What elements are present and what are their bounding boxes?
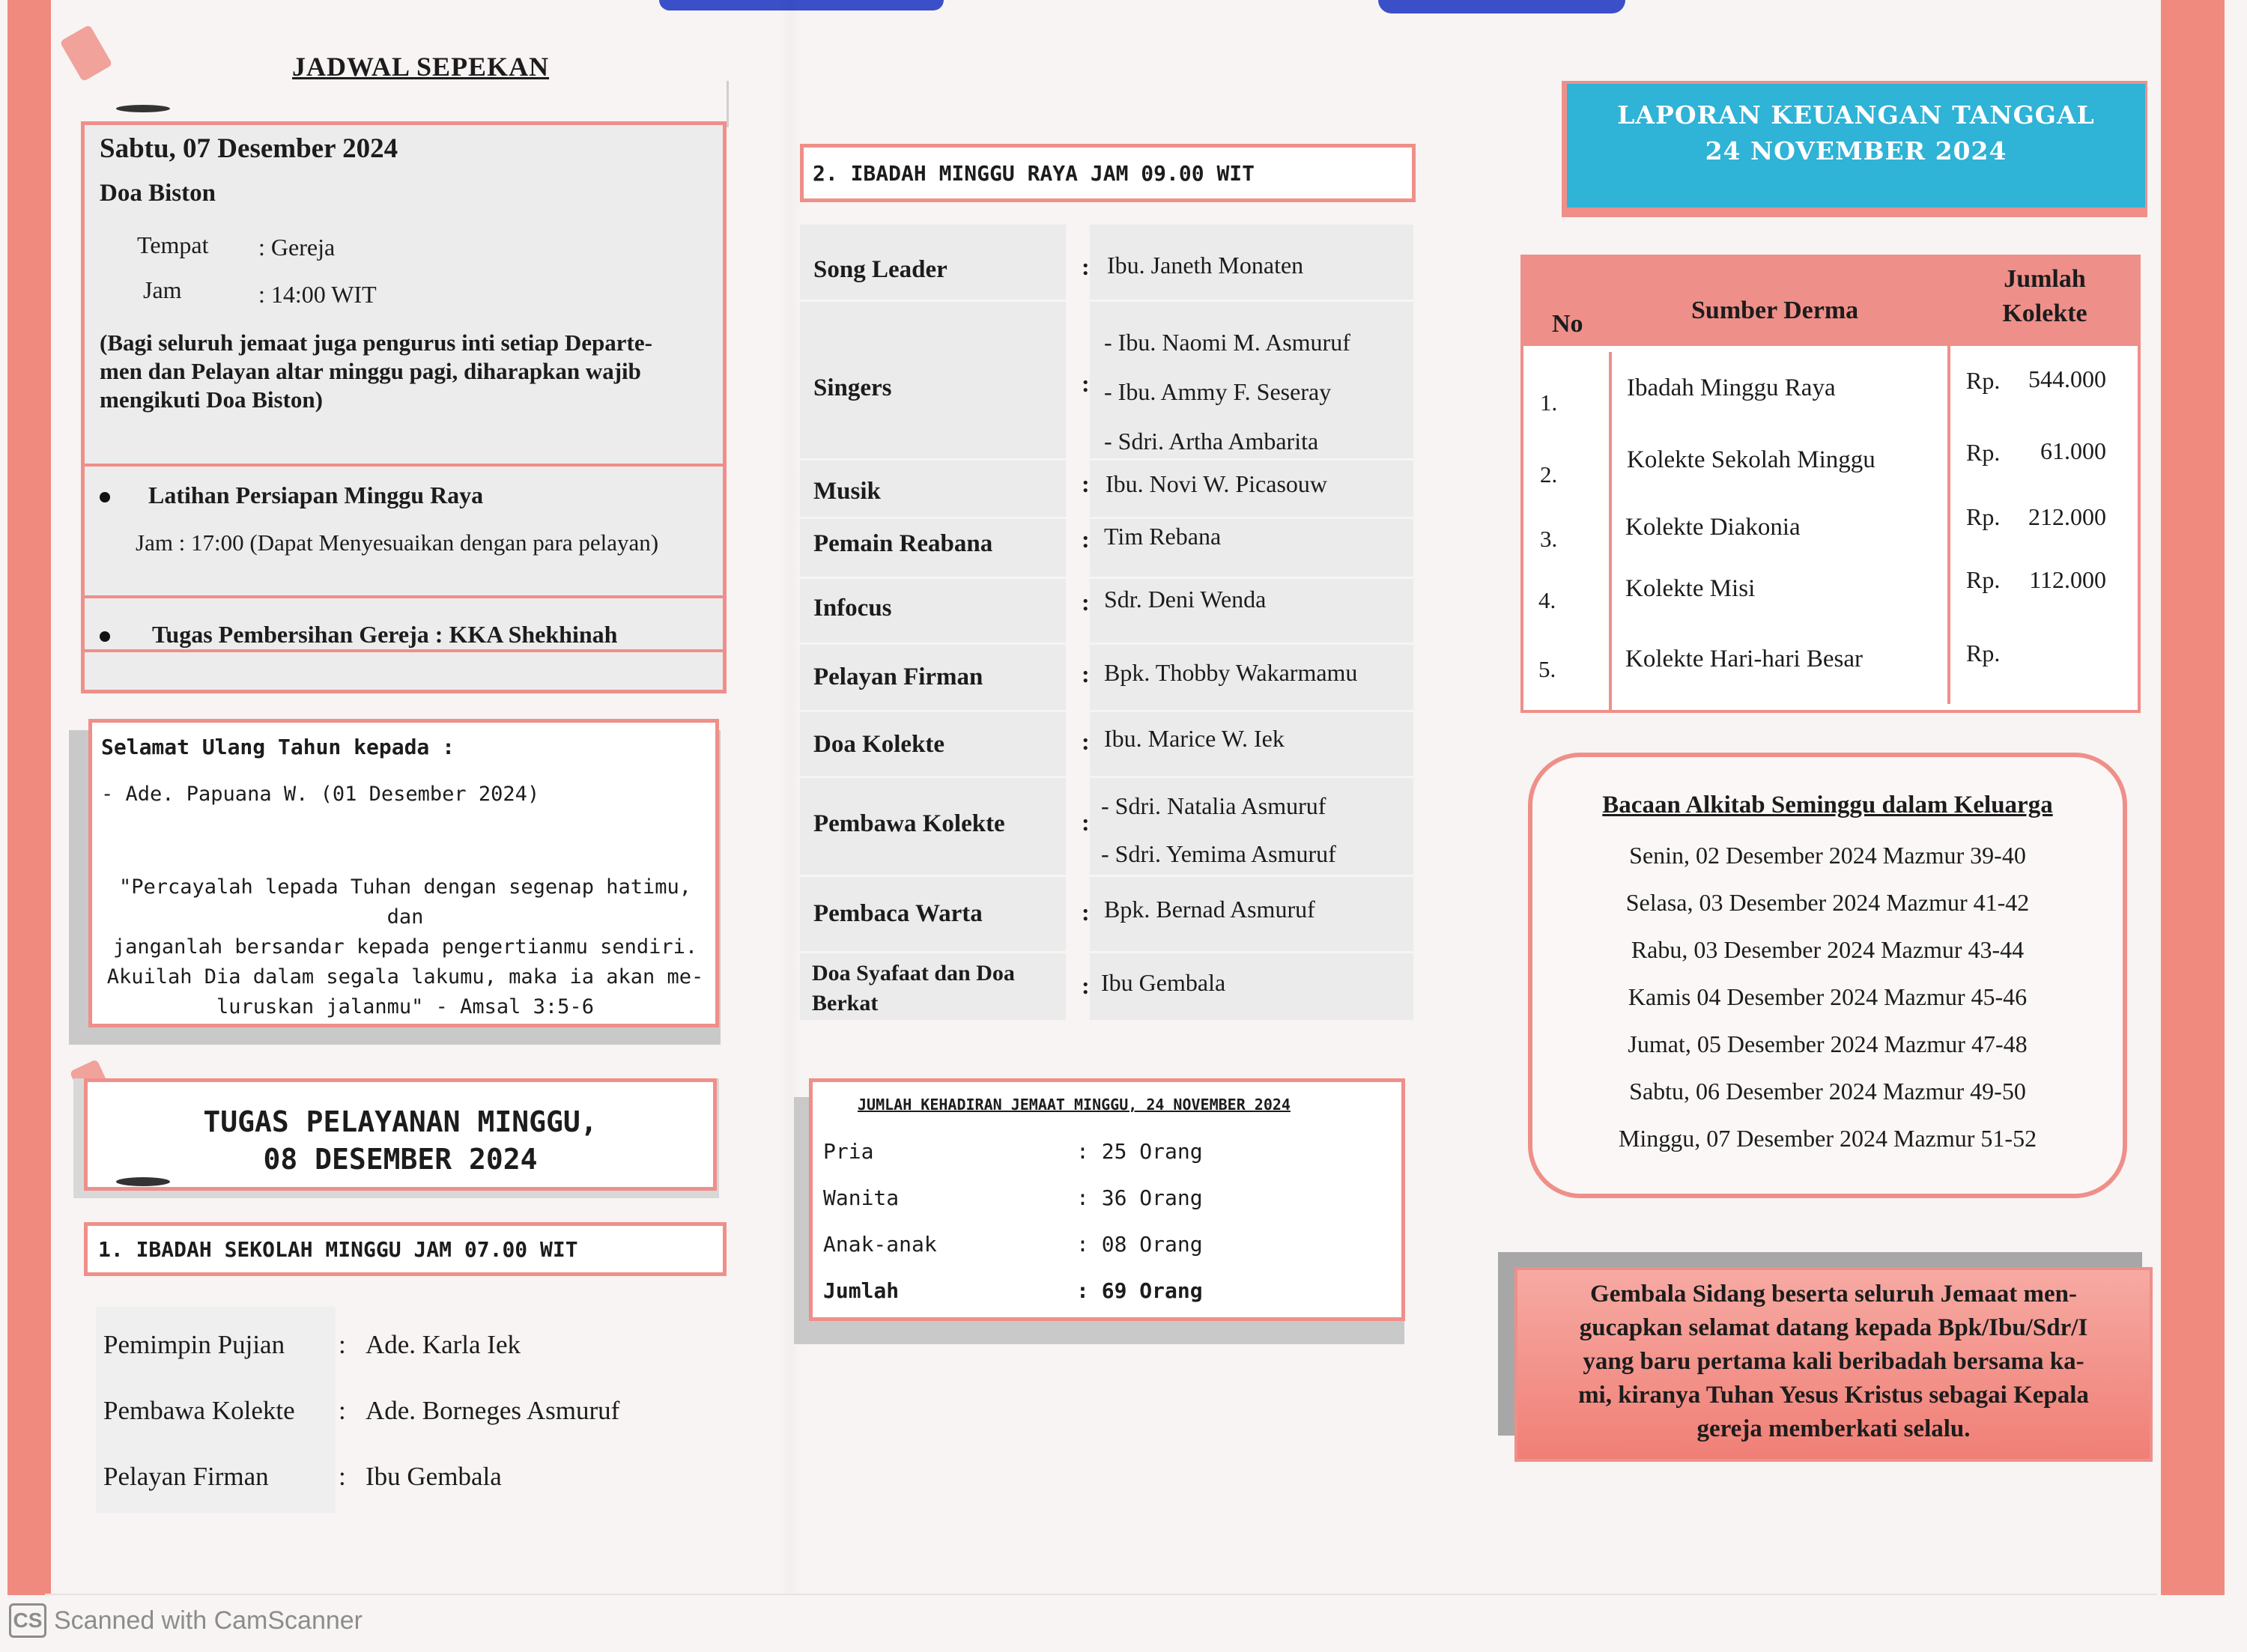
gembala-line: yang baru pertama kali beribadah bersama ka- <box>1583 1348 2084 1375</box>
imr-colon: : <box>1082 470 1090 497</box>
verse-line-4: luruskan jalanmu" - Amsal 3:5-6 <box>216 995 594 1018</box>
gembala-text <box>1528 1278 2139 1446</box>
kehadiran-label: Wanita <box>823 1185 900 1210</box>
ism-values <box>366 1312 619 1510</box>
kehadiran-value: : 36 Orang <box>1076 1185 1203 1210</box>
header-no: No <box>1552 310 1583 338</box>
ism-label: Pembawa Kolekte <box>103 1396 295 1425</box>
pembawa-kolekte-1: - Sdri. Natalia Asmuruf <box>1101 792 1326 819</box>
tugas-title <box>88 1103 713 1178</box>
imr-row-divider <box>800 951 1414 953</box>
imr-value-doa-syafaat: Ibu Gembala <box>1101 969 1226 996</box>
imr-label-musik: Musik <box>813 478 881 505</box>
header-jumlah-line-2: Kolekte <box>2002 300 2087 327</box>
jadwal-divider-3 <box>85 649 723 652</box>
ism-colon: : <box>339 1462 346 1491</box>
imr-colon: : <box>1082 899 1090 926</box>
right-page-edge <box>2161 0 2225 1595</box>
imr-label-pelayan-firman: Pelayan Firman <box>813 663 983 690</box>
kehadiran-value: : 08 Orang <box>1076 1232 1203 1257</box>
imr-label-infocus: Infocus <box>813 595 892 622</box>
imr-value-doa-kolekte: Ibu. Marice W. Iek <box>1104 725 1285 752</box>
gembala-line: gereja memberkati selalu. <box>1696 1415 1971 1442</box>
row-sumber: Kolekte Hari-hari Besar <box>1625 646 1864 672</box>
note-line-3: mengikuti Doa Biston) <box>100 386 323 413</box>
imr-value-pembawa-kolekte <box>1101 782 1336 878</box>
laporan-title-line-2: 24 NOVEMBER 2024 <box>1705 136 2007 165</box>
jadwal-date: Sabtu, 07 Desember 2024 <box>100 133 398 164</box>
ultah-person: - Ade. Papuana W. (01 Desember 2024) <box>101 783 540 806</box>
singer-2: - Ibu. Ammy F. Seseray <box>1104 378 1332 405</box>
imr-row-divider <box>800 776 1414 778</box>
bullet-icon <box>100 492 110 502</box>
jam-value: : 14:00 WIT <box>258 281 377 308</box>
header-jumlah-line-1: Jumlah <box>2004 265 2086 293</box>
bacaan-item: Kamis 04 Desember 2024 Mazmur 45-46 <box>1628 983 2028 1010</box>
bacaan-list <box>1532 832 2123 1162</box>
tugas-title-line-2: 08 DESEMBER 2024 <box>263 1143 538 1176</box>
jadwal-event: Doa Biston <box>100 180 216 207</box>
top-blue-arc-right <box>1378 0 1625 13</box>
imr-value-infocus: Sdr. Deni Wenda <box>1104 586 1267 613</box>
row-no: 4. <box>1538 587 1556 613</box>
imr-label-pemain-rebana: Pemain Reabana <box>813 530 993 557</box>
row-no: 5. <box>1538 656 1556 682</box>
kehadiran-panel <box>809 1078 1405 1321</box>
tugas-pembersihan: Tugas Pembersihan Gereja : KKA Shekhinah <box>152 621 618 648</box>
camscanner-logo-icon: CS <box>9 1603 46 1638</box>
row-no: 3. <box>1540 526 1558 552</box>
row-amount: 112.000 <box>2029 566 2106 593</box>
ism-label: Pelayan Firman <box>103 1462 269 1491</box>
imr-value-song-leader: Ibu. Janeth Monaten <box>1107 252 1304 279</box>
ultah-title: Selamat Ulang Tahun kepada : <box>101 735 455 759</box>
bacaan-item: Minggu, 07 Desember 2024 Mazmur 51-52 <box>1618 1125 2037 1152</box>
imr-value-pembaca-warta: Bpk. Bernad Asmuruf <box>1104 896 1315 923</box>
row-no: 1. <box>1540 389 1558 416</box>
bacaan-item: Selasa, 03 Desember 2024 Mazmur 41-42 <box>1625 889 2030 916</box>
pin-shadow <box>116 1177 170 1186</box>
imr-colon: : <box>1082 526 1090 553</box>
imr-colon: : <box>1082 972 1090 999</box>
bullet-icon <box>100 631 110 642</box>
row-rp: Rp. <box>1966 640 2001 666</box>
verse-line-2: janganlah bersandar kepada pengertianmu sendiri. <box>112 935 698 959</box>
singer-3: - Sdri. Artha Ambarita <box>1104 428 1319 455</box>
header-sumber: Sumber Derma <box>1691 297 1859 324</box>
ism-labels <box>103 1312 295 1510</box>
imr-label-singers: Singers <box>813 374 892 401</box>
row-sumber: Kolekte Misi <box>1625 575 1756 602</box>
kehadiran-labels <box>823 1129 937 1314</box>
note-line-2: men dan Pelayan altar minggu pagi, diharapkan wajib <box>100 358 641 384</box>
verse-line-3: Akuilah Dia dalam segala lakumu, maka ia akan me- <box>106 965 704 989</box>
jadwal-divider-1 <box>85 464 723 467</box>
bacaan-title: Bacaan Alkitab Seminggu dalam Keluarga <box>1602 792 2053 819</box>
row-rp: Rp. <box>1966 439 2001 466</box>
row-rp: Rp. <box>1966 566 2001 593</box>
note-line-1: (Bagi seluruh jemaat juga pengurus inti setiap Departe- <box>100 330 652 356</box>
ism-label: Pemimpin Pujian <box>103 1330 285 1359</box>
gembala-line: mi, kiranya Tuhan Yesus Kristus sebagai Kepala <box>1578 1382 2089 1409</box>
imr-colon: : <box>1082 253 1090 280</box>
imr-row-divider <box>800 577 1414 579</box>
imr-value-pelayan-firman: Bpk. Thobby Wakarmamu <box>1104 659 1358 686</box>
row-rp: Rp. <box>1966 367 2001 394</box>
table-col-divider <box>1947 346 1950 704</box>
kehadiran-label-total: Jumlah <box>823 1278 900 1303</box>
jadwal-divider-2 <box>85 595 723 598</box>
imr-row-divider <box>800 643 1414 645</box>
row-rp: Rp. <box>1966 503 2001 530</box>
ulang-tahun-panel <box>88 719 719 1027</box>
top-blue-arc-left <box>659 0 944 10</box>
ism-colon: : <box>339 1396 346 1425</box>
header-jumlah <box>1970 262 2120 331</box>
tugas-title-line-1: TUGAS PELAYANAN MINGGU, <box>203 1105 598 1138</box>
tempat-label: Tempat <box>137 231 209 258</box>
ism-title: 1. IBADAH SEKOLAH MINGGU JAM 07.00 WIT <box>98 1237 578 1262</box>
jadwal-title: JADWAL SEPEKAN <box>292 52 550 82</box>
ism-value: Ade. Borneges Asmuruf <box>366 1396 620 1425</box>
ism-colon: : <box>339 1330 346 1359</box>
gembala-welcome-panel <box>1514 1267 2153 1462</box>
imr-value-pemain-rebana: Tim Rebana <box>1104 523 1222 550</box>
imr-label-song-leader: Song Leader <box>813 256 947 283</box>
laporan-title-line-1: LAPORAN KEUANGAN TANGGAL <box>1617 100 2095 130</box>
kehadiran-value-total: : 69 Orang <box>1076 1278 1203 1303</box>
pembawa-kolekte-2: - Sdri. Yemima Asmuruf <box>1101 840 1336 867</box>
kehadiran-label: Anak-anak <box>823 1232 937 1257</box>
row-sumber: Kolekte Sekolah Minggu <box>1627 446 1875 473</box>
kehadiran-label: Pria <box>823 1139 874 1164</box>
tugas-pelayanan-panel <box>84 1078 717 1191</box>
kehadiran-title: JUMLAH KEHADIRAN JEMAAT MINGGU, 24 NOVEMBER 2024 <box>858 1096 1291 1114</box>
imr-row-divider <box>800 517 1414 519</box>
latihan-title: Latihan Persiapan Minggu Raya <box>148 482 484 508</box>
ism-colons <box>339 1312 346 1510</box>
imr-colon: : <box>1082 809 1090 836</box>
imr-colon: : <box>1082 661 1090 687</box>
table-col-divider <box>1609 352 1612 710</box>
camscanner-watermark <box>9 1603 363 1639</box>
imr-label-doa-syafaat <box>812 959 1015 1018</box>
gembala-line: Gembala Sidang beserta seluruh Jemaat men- <box>1590 1281 2077 1308</box>
jadwal-note <box>100 329 652 414</box>
bacaan-alkitab-panel <box>1528 753 2127 1198</box>
imr-colon: : <box>1082 589 1090 616</box>
ultah-verse <box>98 872 712 1022</box>
doa-syafaat-line-1: Doa Syafaat dan Doa <box>812 961 1015 986</box>
ism-value: Ade. Karla Iek <box>366 1330 521 1359</box>
latihan-jam: Jam : 17:00 (Dapat Menyesuaikan dengan para pelayan) <box>136 529 659 556</box>
tempat-value: : Gereja <box>258 234 336 261</box>
row-sumber: Kolekte Diakonia <box>1625 514 1801 541</box>
imr-label-pembaca-warta: Pembaca Warta <box>813 900 983 927</box>
bacaan-item: Senin, 02 Desember 2024 Mazmur 39-40 <box>1629 842 2026 869</box>
imr-row-divider <box>800 300 1414 302</box>
page-fold <box>779 0 801 1595</box>
imr-value-musik: Ibu. Novi W. Picasouw <box>1106 470 1327 497</box>
gembala-line: gucapkan selamat datang kepada Bpk/Ibu/Sdr/I <box>1579 1314 2088 1341</box>
row-sumber: Ibadah Minggu Raya <box>1627 374 1836 401</box>
bacaan-item: Rabu, 03 Desember 2024 Mazmur 43-44 <box>1631 936 2025 963</box>
row-amount: 61.000 <box>2040 437 2106 464</box>
imr-label-pembawa-kolekte: Pembawa Kolekte <box>813 810 1005 837</box>
ism-value: Ibu Gembala <box>366 1462 502 1491</box>
doa-syafaat-line-2: Berkat <box>812 991 879 1015</box>
kehadiran-value: : 25 Orang <box>1076 1139 1203 1164</box>
kehadiran-values <box>1076 1129 1203 1314</box>
left-page-edge <box>7 0 51 1595</box>
jam-label: Jam <box>143 276 182 303</box>
imr-value-singers <box>1104 318 1350 466</box>
bacaan-item: Jumat, 05 Desember 2024 Mazmur 47-48 <box>1628 1030 2028 1057</box>
row-no: 2. <box>1540 461 1558 488</box>
imr-colon: : <box>1082 370 1090 397</box>
jadwal-title-frame <box>101 81 729 127</box>
imr-title: 2. IBADAH MINGGU RAYA JAM 09.00 WIT <box>813 161 1255 186</box>
jadwal-panel <box>81 121 727 693</box>
camscanner-text: Scanned with CamScanner <box>54 1606 363 1635</box>
ibadah-sekolah-minggu-header <box>84 1222 727 1276</box>
bottom-edge <box>45 1594 2157 1595</box>
imr-label-doa-kolekte: Doa Kolekte <box>813 731 945 758</box>
pin-decoration <box>60 25 113 82</box>
row-amount: 212.000 <box>2028 503 2106 530</box>
imr-colon: : <box>1082 728 1090 755</box>
bacaan-item: Sabtu, 06 Desember 2024 Mazmur 49-50 <box>1629 1078 2026 1105</box>
singer-1: - Ibu. Naomi M. Asmuruf <box>1104 329 1350 356</box>
imr-row-divider <box>800 710 1414 712</box>
laporan-title <box>1567 97 2145 169</box>
verse-line-1: "Percayalah lepada Tuhan dengan segenap hatimu, dan <box>118 875 691 929</box>
ibadah-minggu-raya-header <box>800 144 1416 202</box>
row-amount: 544.000 <box>2028 365 2106 392</box>
